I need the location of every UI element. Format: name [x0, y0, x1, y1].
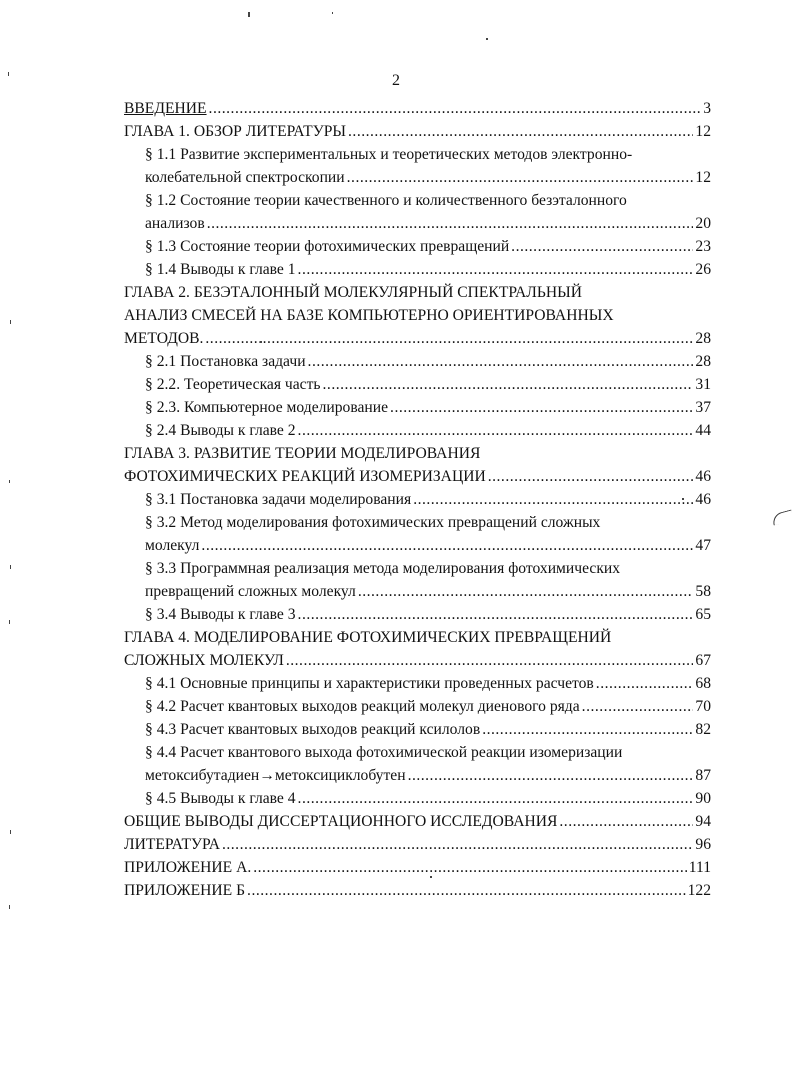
toc-entry-title: МЕТОДОВ.: [124, 330, 204, 347]
toc-entry-title: колебательной спектроскопии: [145, 169, 345, 186]
dot-leader: [298, 603, 694, 626]
toc-page-number: 65: [695, 606, 711, 623]
toc-chapter-entry: [124, 856, 711, 879]
toc-entry-leader-line: [145, 787, 711, 810]
dot-leader: [390, 396, 693, 419]
toc-entry-title: § 2.2. Теоретическая часть: [145, 376, 321, 393]
toc-entry-title-line: ГЛАВА 3. РАЗВИТИЕ ТЕОРИИ МОДЕЛИРОВАНИЯ: [124, 445, 481, 462]
toc-entry-leader-line: [124, 120, 711, 143]
dot-leader: [596, 672, 694, 695]
toc-section-entry: [124, 741, 711, 787]
scan-speck: [682, 498, 684, 500]
table-of-contents: [124, 97, 711, 902]
toc-entry-leader-line: [124, 856, 711, 879]
dot-leader: [209, 97, 702, 120]
toc-entry-leader-line: [145, 534, 711, 557]
toc-entry-title: ОБЩИЕ ВЫВОДЫ ДИССЕРТАЦИОННОГО ИССЛЕДОВАНИЯ: [124, 813, 558, 830]
toc-entry-leader-line: [145, 718, 711, 741]
toc-page-number: 70: [695, 698, 711, 715]
dot-leader: [511, 235, 693, 258]
toc-entry-title: § 4.2 Расчет квантовых выходов реакций молекул диенового ряда: [145, 698, 580, 715]
toc-entry-title: молекул: [145, 537, 200, 554]
pen-mark: [771, 509, 792, 525]
dot-leader: [488, 465, 694, 488]
toc-page-number: 58: [695, 583, 711, 600]
dot-leader: [207, 212, 694, 235]
toc-entry-title: ПРИЛОЖЕНИЕ А.: [124, 859, 252, 876]
dot-leader: [205, 327, 693, 350]
toc-entry-title-line: § 1.2 Состояние теории качественного и количественного безэталонного: [145, 192, 627, 209]
scan-speck: [10, 830, 11, 834]
toc-section-entry: [124, 143, 711, 189]
toc-entry-title: § 3.4 Выводы к главе 3: [145, 606, 296, 623]
toc-entry-title: метоксибутадиен→метоксициклобутен: [145, 767, 406, 784]
toc-entry-leader-line: [145, 603, 711, 626]
toc-entry-leader-line: [145, 166, 711, 189]
toc-chapter-entry: [124, 281, 711, 350]
toc-entry-title: § 1.3 Состояние теории фотохимических превращений: [145, 238, 510, 255]
toc-page-number: 67: [695, 652, 711, 669]
toc-entry-leader-line: [145, 764, 711, 787]
toc-entry-title: ЛИТЕРАТУРА: [124, 836, 220, 853]
toc-section-entry: [124, 189, 711, 235]
dot-leader: [559, 810, 693, 833]
toc-entry-title-line: § 4.4 Расчет квантового выхода фотохимической реакции изомеризации: [145, 744, 623, 761]
toc-page-number: 68: [695, 675, 711, 692]
dot-leader: [408, 764, 694, 787]
dot-leader: [298, 258, 694, 281]
toc-section-entry: [124, 718, 711, 741]
toc-page-number: 31: [695, 376, 711, 393]
toc-chapter-entry: [124, 879, 711, 902]
toc-entry-leader-line: [145, 419, 711, 442]
toc-page-number: 23: [695, 238, 711, 255]
toc-entry-leader-line: [145, 235, 711, 258]
dot-leader: [298, 419, 694, 442]
toc-page-number: 122: [687, 882, 711, 899]
toc-entry-title-line: § 1.1 Развитие экспериментальных и теоретических методов электронно-: [145, 146, 633, 163]
toc-section-entry: [124, 396, 711, 419]
toc-section-entry: [124, 695, 711, 718]
toc-entry-leader-line: [145, 258, 711, 281]
toc-page-number: 20: [695, 215, 711, 232]
dot-leader: [347, 166, 694, 189]
toc-page-number: 90: [695, 790, 711, 807]
toc-entry-leader-line: [145, 396, 711, 419]
scan-speck: [10, 320, 11, 324]
scan-speck: [9, 480, 10, 483]
page-number: 2: [392, 72, 400, 89]
toc-entry-title: превращений сложных молекул: [145, 583, 356, 600]
toc-entry-title: ПРИЛОЖЕНИЕ Б: [124, 882, 246, 899]
dot-leader: [323, 373, 694, 396]
scan-speck: [430, 876, 432, 878]
dot-leader: [201, 534, 693, 557]
toc-entry-leader-line: [145, 212, 711, 235]
toc-section-entry: [124, 419, 711, 442]
toc-page-number: 87: [695, 767, 711, 784]
toc-entry-leader-line: [145, 695, 711, 718]
toc-section-entry: [124, 603, 711, 626]
dot-leader: [413, 488, 693, 511]
toc-entry-title: СЛОЖНЫХ МОЛЕКУЛ: [124, 652, 284, 669]
scan-speck: [260, 341, 262, 343]
toc-chapter-entry: [124, 97, 711, 120]
toc-entry-title: ФОТОХИМИЧЕСКИХ РЕАКЦИЙ ИЗОМЕРИЗАЦИИ: [124, 468, 486, 485]
toc-entry-title: ГЛАВА 1. ОБЗОР ЛИТЕРАТУРЫ: [124, 123, 347, 140]
toc-page-number: 94: [695, 813, 711, 830]
toc-entry-title-line: ГЛАВА 4. МОДЕЛИРОВАНИЕ ФОТОХИМИЧЕСКИХ ПРЕВРАЩЕНИЙ: [124, 629, 612, 646]
toc-page-number: 28: [695, 353, 711, 370]
dot-leader: [358, 580, 694, 603]
toc-section-entry: [124, 373, 711, 396]
toc-page-number: 12: [695, 123, 711, 140]
dot-leader: [298, 787, 694, 810]
toc-entry-leader-line: [124, 649, 711, 672]
toc-section-entry: [124, 511, 711, 557]
toc-page-number: 44: [695, 422, 711, 439]
dot-leader: [247, 879, 686, 902]
toc-entry-leader-line: [145, 580, 711, 603]
toc-entry-title: § 2.3. Компьютерное моделирование: [145, 399, 389, 416]
scan-speck: [9, 620, 10, 624]
toc-section-entry: [124, 235, 711, 258]
scan-speck: [9, 905, 10, 909]
toc-entry-title: § 3.1 Постановка задачи моделирования: [145, 491, 412, 508]
toc-section-entry: [124, 672, 711, 695]
dot-leader: [222, 833, 693, 856]
toc-entry-title-line: АНАЛИЗ СМЕСЕЙ НА БАЗЕ КОМПЬЮТЕРНО ОРИЕНТИРОВАННЫХ: [124, 307, 614, 324]
toc-entry-leader-line: [145, 672, 711, 695]
dot-leader: [308, 350, 694, 373]
toc-entry-leader-line: [124, 465, 711, 488]
scan-speck: [8, 72, 9, 76]
toc-entry-leader-line: [124, 327, 711, 350]
toc-section-entry: [124, 488, 711, 511]
toc-entry-leader-line: [124, 879, 711, 902]
dot-leader: [482, 718, 693, 741]
toc-entry-leader-line: [145, 373, 711, 396]
toc-entry-leader-line: [124, 810, 711, 833]
toc-page-number: 12: [695, 169, 711, 186]
toc-chapter-entry: [124, 833, 711, 856]
scan-speck: [248, 12, 250, 17]
toc-section-entry: [124, 557, 711, 603]
toc-entry-title-line: § 3.2 Метод моделирования фотохимических превращений сложных: [145, 514, 601, 531]
toc-entry-title: ВВЕДЕНИЕ: [124, 100, 207, 117]
toc-page-number: 26: [695, 261, 711, 278]
toc-page-number: 47: [695, 537, 711, 554]
toc-page-number: 46: [695, 491, 711, 508]
toc-chapter-entry: [124, 120, 711, 143]
dot-leader: [253, 856, 687, 879]
toc-entry-leader-line: [124, 833, 711, 856]
toc-entry-title: § 2.1 Постановка задачи: [145, 353, 306, 370]
scan-speck: [10, 565, 11, 569]
toc-page-number: 111: [688, 859, 711, 876]
toc-page-number: 96: [695, 836, 711, 853]
toc-entry-title: § 4.3 Расчет квантовых выходов реакций ксилолов: [145, 721, 481, 738]
toc-section-entry: [124, 350, 711, 373]
toc-page-number: 28: [695, 330, 711, 347]
toc-entry-title: § 1.4 Выводы к главе 1: [145, 261, 296, 278]
toc-entry-title-line: § 3.3 Программная реализация метода моделирования фотохимических: [145, 560, 621, 577]
toc-page-number: 82: [695, 721, 711, 738]
toc-page-number: 46: [695, 468, 711, 485]
toc-entry-title-line: ГЛАВА 2. БЕЗЭТАЛОННЫЙ МОЛЕКУЛЯРНЫЙ СПЕКТРАЛЬНЫЙ: [124, 284, 582, 301]
dot-leader: [286, 649, 694, 672]
toc-entry-title: § 2.4 Выводы к главе 2: [145, 422, 296, 439]
toc-chapter-entry: [124, 442, 711, 488]
toc-section-entry: [124, 258, 711, 281]
toc-page-number: 37: [695, 399, 711, 416]
toc-entry-title: § 4.5 Выводы к главе 4: [145, 790, 296, 807]
dot-leader: [582, 695, 694, 718]
toc-entry-leader-line: [145, 488, 711, 511]
scan-speck: [486, 38, 488, 40]
toc-entry-leader-line: [145, 350, 711, 373]
scan-speck: [332, 12, 333, 14]
toc-section-entry: [124, 787, 711, 810]
toc-page-number: 3: [703, 100, 711, 117]
toc-entry-leader-line: [124, 97, 711, 120]
toc-chapter-entry: [124, 626, 711, 672]
toc-entry-title: § 4.1 Основные принципы и характеристики проведенных расчетов: [145, 675, 594, 692]
toc-chapter-entry: [124, 810, 711, 833]
toc-entry-title: анализов: [145, 215, 205, 232]
dot-leader: [348, 120, 693, 143]
